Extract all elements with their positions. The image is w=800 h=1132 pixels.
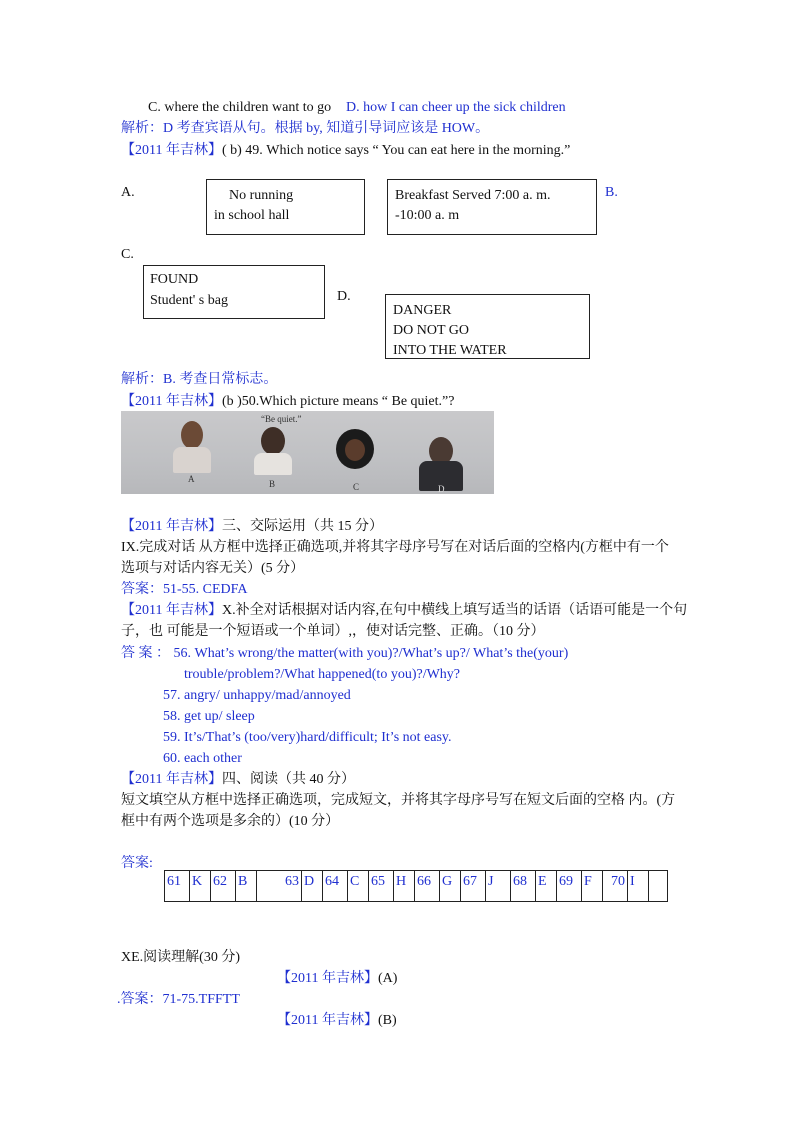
person-a-head [181,421,203,449]
notice-a [206,179,365,235]
label-d: D. [337,289,351,304]
xe-part-b [277,1013,397,1030]
notice-line: DO NOT GO [393,323,469,338]
label-c: C. [121,247,134,262]
section-4-instruction-2: 框中有两个选项是多余的）(10 分） [121,814,340,829]
table-row [165,871,668,902]
part-label: (B) [377,1013,397,1028]
x-instruction-text: X.补全对话根据对话内容,在句中横线上填写适当的话语（话语可能是一个句 [221,603,688,618]
notice-c [143,265,325,319]
section-4-instruction-1: 短文填空从方框中选择正确选项，完成短文，并将其字母序号写在短文后面的空格 内。(方 [121,793,676,808]
notice-line: -10:00 a. m [395,208,460,223]
ix-answer: 答案：51-55. CEDFA [121,582,248,597]
notice-b [387,179,597,235]
table-cell: F [582,871,603,902]
option-d: D. how I can cheer up the sick children [346,100,566,115]
answer-59: 59. It’s/That’s (too/very)hard/difficult; It’s not easy. [163,730,452,745]
option-c: C. where the children want to go [148,100,332,115]
table-cell: 64 [323,871,348,902]
table-cell: K [190,871,211,902]
analysis-48: 解析：D 考查宾语从句。根据 by, 知道引导词应该是 HOW。 [121,121,490,136]
question-49 [121,143,570,160]
answer-table [164,870,668,902]
ix-instruction-1: IX.完成对话 从方框中选择正确选项,并将其字母序号写在对话后面的空格内(方框中有一个 [121,540,669,555]
section-title: 四、阅读（共 40 分） [221,772,355,787]
section-tag: 【2011 年吉林】 [277,971,378,986]
table-cell: E [536,871,557,902]
notice-line: DANGER [393,303,452,318]
section-4-heading [121,772,355,789]
question-tag: 【2011 年吉林】 [121,394,222,409]
section-tag: 【2011 年吉林】 [121,603,222,618]
answer-56-line1: 答 案 ： 56. What’s wrong/the matter(with you)?/What’s up?/ What’s the(your) [121,646,569,661]
table-cell: 61 [165,871,190,902]
table-cell: 65 [369,871,394,902]
notice-line: Student' s bag [150,293,228,308]
table-cell: 66 [415,871,440,902]
question-tag: 【2011 年吉林】 [121,143,222,158]
table-cell: 67 [461,871,486,902]
table-cell: J [486,871,511,902]
label-a: A. [121,185,135,200]
notice-line: FOUND [150,272,199,287]
question-50 [121,394,454,411]
person-b-head [261,427,285,455]
ix-instruction-2: 选项与对话内容无关）(5 分） [121,561,305,576]
part-label: (A) [377,971,398,986]
table-cell: 69 [557,871,582,902]
answer-label: 答案: [121,856,153,871]
notice-line: No running [229,188,294,203]
person-c-face [345,439,365,461]
section-tag: 【2011 年吉林】 [277,1013,378,1028]
person-b-body [254,453,292,475]
section-title: 三、交际运用（共 15 分） [221,519,383,534]
question-text: ( b) 49. Which notice says “ You can eat here in the morning.” [221,143,571,158]
notice-line: Breakfast Served 7:00 a. m. [395,188,551,203]
notice-d [385,294,590,359]
label-b: B. [605,185,618,200]
quiet-pictures-photo [121,411,494,494]
photo-caption: “Be quiet.” [261,414,302,424]
section-tag: 【2011 年吉林】 [121,772,222,787]
analysis-49: 解析：B. 考查日常标志。 [121,372,278,387]
xe-part-a [277,971,397,988]
table-cell: D [302,871,323,902]
answer-60: 60. each other [163,751,242,766]
table-cell [649,871,668,902]
table-cell: 63 [257,871,302,902]
person-a-body [173,447,211,473]
table-cell: 68 [511,871,536,902]
table-cell: C [348,871,369,902]
answer-57: 57. angry/ unhappy/mad/annoyed [163,688,351,703]
table-cell: 62 [211,871,236,902]
table-cell: 70 [603,871,628,902]
section-tag: 【2011 年吉林】 [121,519,222,534]
photo-label-b: B [269,479,276,489]
table-cell: B [236,871,257,902]
photo-label-c: C [353,482,360,492]
answer-58: 58. get up/ sleep [163,709,255,724]
photo-label-d: D [438,484,445,494]
table-cell: H [394,871,415,902]
table-cell: G [440,871,461,902]
photo-label-a: A [188,474,195,484]
notice-line: in school hall [214,208,290,223]
notice-line: INTO THE WATER [393,343,507,358]
section-3-heading [121,519,383,536]
x-instruction-2: 子，也 可能是一个短语或一个单词）,，使对话完整、正确。（10 分） [121,624,545,639]
xe-answer: .答案：71-75.TFFTT [117,992,240,1007]
x-instruction-1 [121,603,687,620]
question-text: (b )50.Which picture means “ Be quiet.”? [221,394,455,409]
answer-56-line2: trouble/problem?/What happened(to you)?/Why? [184,667,461,682]
table-cell: I [628,871,649,902]
xe-title: XE.阅读理解(30 分) [121,950,240,965]
